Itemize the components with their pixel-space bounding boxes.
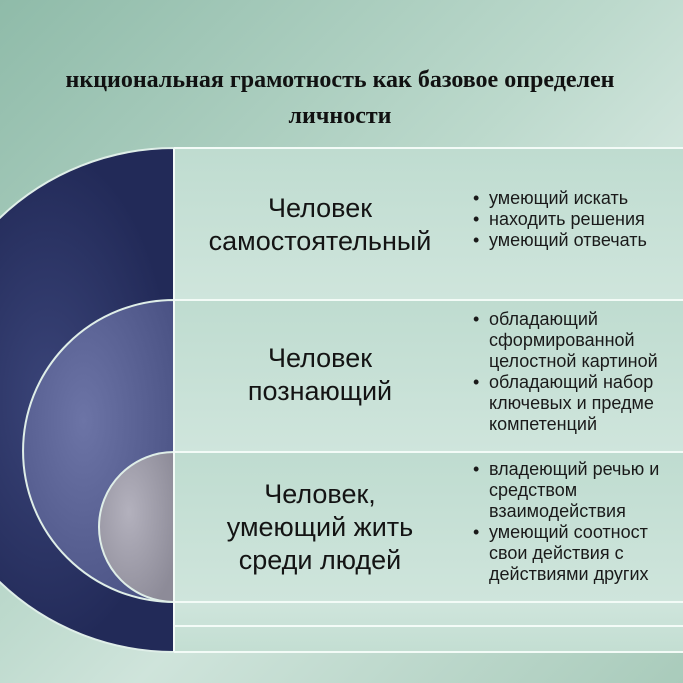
bullet-item: • умеющий отвечать bbox=[473, 230, 647, 250]
heading-line: среди людей bbox=[238, 545, 402, 575]
bullets-self-reliant bbox=[473, 188, 647, 251]
heading-line: самостоятельный bbox=[208, 226, 432, 256]
panel-left-border bbox=[173, 148, 175, 652]
bullet-item: • умеющий соотност свои действия с действиями других bbox=[473, 522, 649, 584]
bullet-item: • находить решения bbox=[473, 209, 645, 229]
bullet-item: • владеющий речью и средством взаимодействия bbox=[473, 459, 660, 521]
divider-line bbox=[174, 299, 683, 301]
slide-title-line-1: нкциональная грамотность как базовое определен bbox=[65, 67, 615, 93]
bullet-item: • обладающий сформированной целостной картиной bbox=[473, 309, 658, 371]
heading-line: умеющий жить bbox=[226, 512, 414, 542]
divider-line bbox=[174, 147, 683, 149]
divider-line bbox=[174, 451, 683, 453]
heading-line: Человек bbox=[267, 343, 373, 373]
heading-self-reliant bbox=[180, 192, 460, 258]
divider-line bbox=[174, 651, 683, 653]
bullets-social bbox=[473, 459, 659, 585]
slide-title bbox=[0, 62, 683, 134]
divider-line bbox=[174, 625, 683, 627]
bullets-cognizant bbox=[473, 309, 658, 435]
heading-line: Человек, bbox=[264, 479, 376, 509]
bullet-item: • обладающий набор ключевых и предме компетенций bbox=[473, 372, 654, 434]
bullet-item: • умеющий искать bbox=[473, 188, 629, 208]
slide-title-line-2: личности bbox=[288, 103, 392, 129]
heading-social bbox=[180, 478, 460, 577]
panel-bottom-strip bbox=[174, 602, 683, 652]
divider-line bbox=[174, 601, 683, 603]
heading-line: Человек bbox=[267, 193, 373, 223]
heading-line: познающий bbox=[247, 376, 393, 406]
heading-cognizant bbox=[180, 342, 460, 408]
